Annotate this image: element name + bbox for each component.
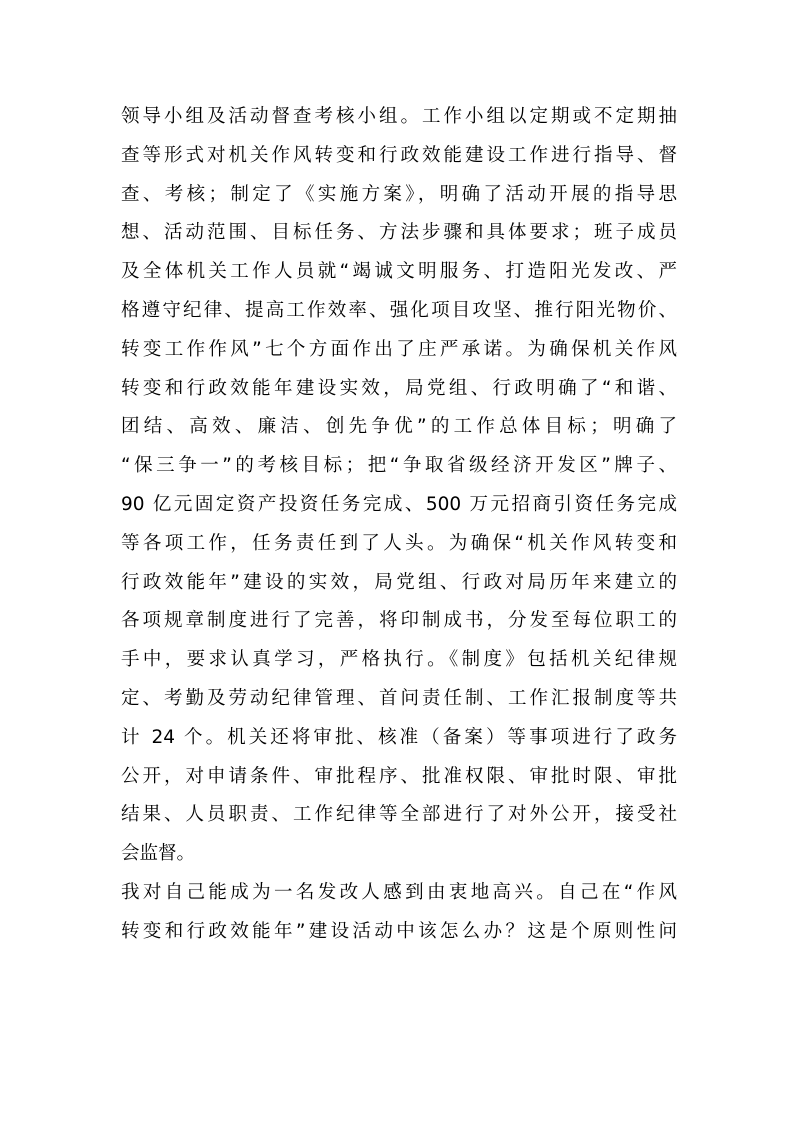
- text-line: 行政效能年”建设的实效，局党组、行政对局历年来建立的: [121, 571, 677, 593]
- text-line: 等各项工作，任务责任到了人头。为确保“机关作风转变和: [121, 532, 677, 554]
- body-text: [121, 98, 677, 952]
- text-line: 手中，要求认真学习，严格执行。《制度》包括机关纪律规: [121, 649, 677, 671]
- text-line: 转变工作作风”七个方面作出了庄严承诺。为确保机关作风: [121, 338, 677, 360]
- text-line: 各项规章制度进行了完善，将印制成书，分发至每位职工的: [121, 610, 677, 632]
- text-line: 转变和行政效能年建设实效，局党组、行政明确了“和谐、: [121, 377, 677, 399]
- text-line: 领导小组及活动督查考核小组。工作小组以定期或不定期抽: [121, 106, 677, 127]
- text-line: 计 24 个。机关还将审批、核准（备案）等事项进行了政务: [121, 726, 677, 748]
- text-line: 转变和行政效能年”建设活动中该怎么办？这是个原则性问: [121, 920, 677, 942]
- text-line: 公开，对申请条件、审批程序、批准权限、审批时限、审批: [121, 765, 677, 787]
- text-line: 结果、人员职责、工作纪律等全部进行了对外公开，接受社: [121, 804, 677, 826]
- text-line: 会监督。: [121, 843, 196, 865]
- text-line: 想、活动范围、目标任务、方法步骤和具体要求；班子成员: [121, 222, 677, 244]
- text-line: 查、考核；制定了《实施方案》，明确了活动开展的指导思: [121, 183, 677, 205]
- text-line: 及全体机关工作人员就“竭诚文明服务、打造阳光发改、严: [121, 261, 677, 283]
- text-line: 团结、高效、廉洁、创先争优”的工作总体目标；明确了: [121, 416, 677, 438]
- text-line: 90 亿元固定资产投资任务完成、500 万元招商引资任务完成: [121, 493, 677, 515]
- text-line: 查等形式对机关作风转变和行政效能建设工作进行指导、督: [121, 144, 677, 166]
- text-line: 定、考勤及劳动纪律管理、首问责任制、工作汇报制度等共: [121, 687, 677, 709]
- text-line: “保三争一”的考核目标；把“争取省级经济开发区”牌子、: [121, 455, 677, 477]
- text-line: 格遵守纪律、提高工作效率、强化项目攻坚、推行阳光物价、: [121, 299, 677, 321]
- text-line: 我对自己能成为一名发改人感到由衷地高兴。自己在“作风: [121, 881, 677, 903]
